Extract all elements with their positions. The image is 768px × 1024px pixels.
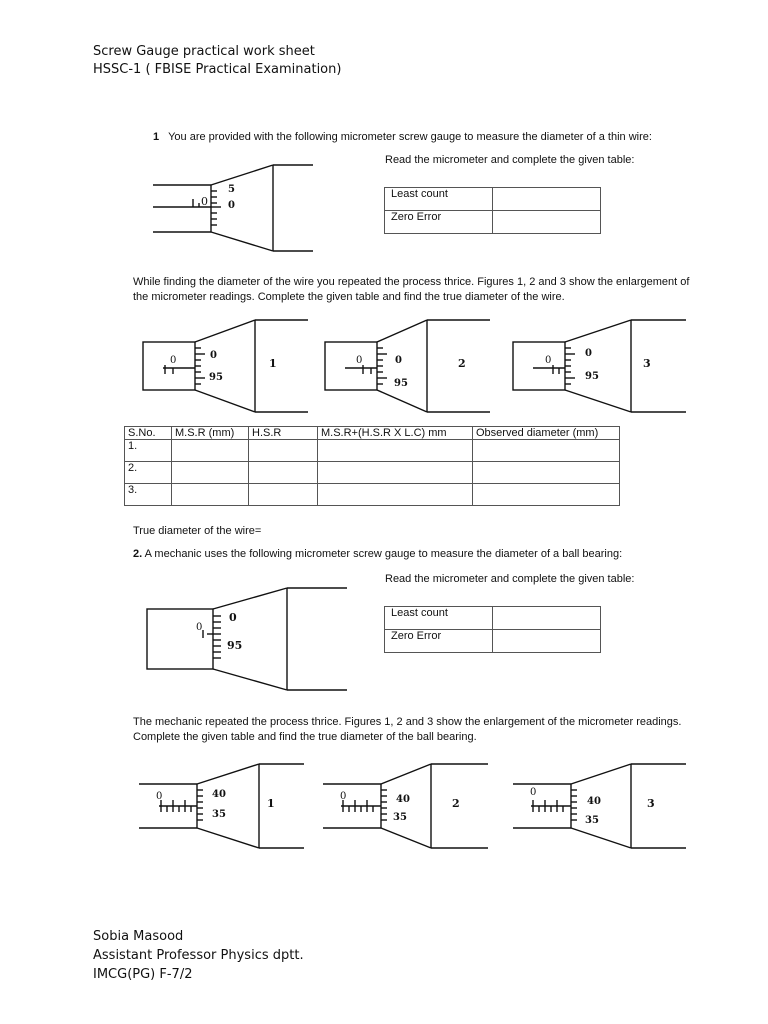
q2-zero-error-label: Zero Error [385,630,493,653]
row-number: 2. [125,462,172,484]
author-institution: IMCG(PG) F-7/2 [93,967,193,982]
q1-top-mark: 5 [228,184,235,195]
q2-top-mark: 0 [229,611,237,624]
col-calc: M.S.R+(H.S.R X L.C) mm [318,427,473,440]
q1-fig2-bottom: 95 [394,378,408,389]
q2-least-count-cell[interactable] [493,607,601,630]
table-cell[interactable] [249,440,318,462]
q1-fig2-top: 0 [395,355,402,366]
table-row [125,484,620,506]
q2-fig1-label: 1 [267,797,275,810]
q1-readings-table [124,426,620,506]
q2-fig2-bottom: 35 [393,812,407,823]
q1-figure-3 [513,318,688,418]
author-title: Assistant Professor Physics dptt. [93,948,304,963]
q1-zero-error-label: Zero Error [385,211,493,234]
q2-number: 2. [133,548,143,560]
q1-least-count-label: Least count [385,188,493,211]
row-number: 1. [125,440,172,462]
table-cell[interactable] [249,484,318,506]
q2-fig2-top: 40 [396,794,410,805]
exam-subtitle: HSSC-1 ( FBISE Practical Examination) [93,62,342,77]
table-cell[interactable] [172,440,249,462]
table-cell[interactable] [473,484,620,506]
table-cell[interactable] [172,484,249,506]
q1-fig3-top: 0 [585,348,592,359]
table-cell[interactable] [249,462,318,484]
q1-read-instruction: Read the micrometer and complete the given table: [385,154,635,166]
q1-least-count-cell[interactable] [493,188,601,211]
q2-figure-2 [323,762,493,852]
q1-least-count-table [384,187,601,234]
q1-number: 1 [153,131,160,143]
q1-bottom-mark: 0 [228,200,235,211]
q2-figure-1 [139,762,309,852]
q2-fig1-zero: 0 [156,791,163,802]
q1-figure-1 [143,318,313,418]
q1-fig3-label: 3 [643,357,651,370]
q2-repeat-text: The mechanic repeated the process thrice. Figures 1, 2 and 3 show the enlargement of the micrometer readings. Complete the given table and find the true diameter of the ball bearing. [133,716,682,743]
q2-prompt-line [133,548,622,560]
q2-fig3-top: 40 [587,796,601,807]
q1-fig3-zero: 0 [545,355,552,366]
q1-prompt-line [153,131,652,143]
q2-micrometer-diagram [147,586,357,696]
q2-figure-3 [513,762,688,852]
q2-main-zero: 0 [196,622,203,633]
table-cell[interactable] [172,462,249,484]
col-observed: Observed diameter (mm) [473,427,620,440]
q2-zero-error-cell[interactable] [493,630,601,653]
row-number: 3. [125,484,172,506]
q1-fig2-label: 2 [458,357,466,370]
col-msr: M.S.R (mm) [172,427,249,440]
q1-fig2-zero: 0 [356,355,363,366]
q1-zero-error-cell[interactable] [493,211,601,234]
q2-fig3-label: 3 [647,797,655,810]
col-hsr: H.S.R [249,427,318,440]
q2-least-count-table [384,606,601,653]
table-row [125,440,620,462]
q1-prompt: You are provided with the following micrometer screw gauge to measure the diameter of a thin wire: [168,131,652,143]
table-row [125,462,620,484]
table-cell[interactable] [473,440,620,462]
q1-main-zero: 0 [201,195,208,208]
q1-fig1-label: 1 [269,357,277,370]
q1-fig1-zero: 0 [170,355,177,366]
table-cell[interactable] [473,462,620,484]
table-cell[interactable] [318,484,473,506]
q1-repeat-text: While finding the diameter of the wire you repeated the process thrice. Figures 1, 2 and 3 show the enlargement of the micrometer readings. Complete the given table and find the true diameter of the wire. [133,276,690,303]
worksheet-title: Screw Gauge practical work sheet [93,44,315,59]
table-cell[interactable] [318,462,473,484]
q2-read-instruction: Read the micrometer and complete the given table: [385,573,635,585]
q2-least-count-label: Least count [385,607,493,630]
table-cell[interactable] [318,440,473,462]
q2-fig1-bottom: 35 [212,809,226,820]
q2-fig3-bottom: 35 [585,815,599,826]
q2-fig2-label: 2 [452,797,460,810]
q2-prompt: A mechanic uses the following micrometer screw gauge to measure the diameter of a ball bearing: [144,548,623,560]
author-name: Sobia Masood [93,929,184,944]
q2-fig3-zero: 0 [530,787,537,798]
col-sno: S.No. [125,427,172,440]
q1-micrometer-diagram [153,165,353,255]
q2-fig1-top: 40 [212,789,226,800]
q2-bottom-mark: 95 [227,639,243,652]
q1-fig1-top: 0 [210,350,217,361]
q1-fig1-bottom: 95 [209,372,223,383]
q2-fig2-zero: 0 [340,791,347,802]
q1-true-diameter: True diameter of the wire= [133,525,262,537]
q1-figure-2 [325,318,495,418]
q1-fig3-bottom: 95 [585,371,599,382]
